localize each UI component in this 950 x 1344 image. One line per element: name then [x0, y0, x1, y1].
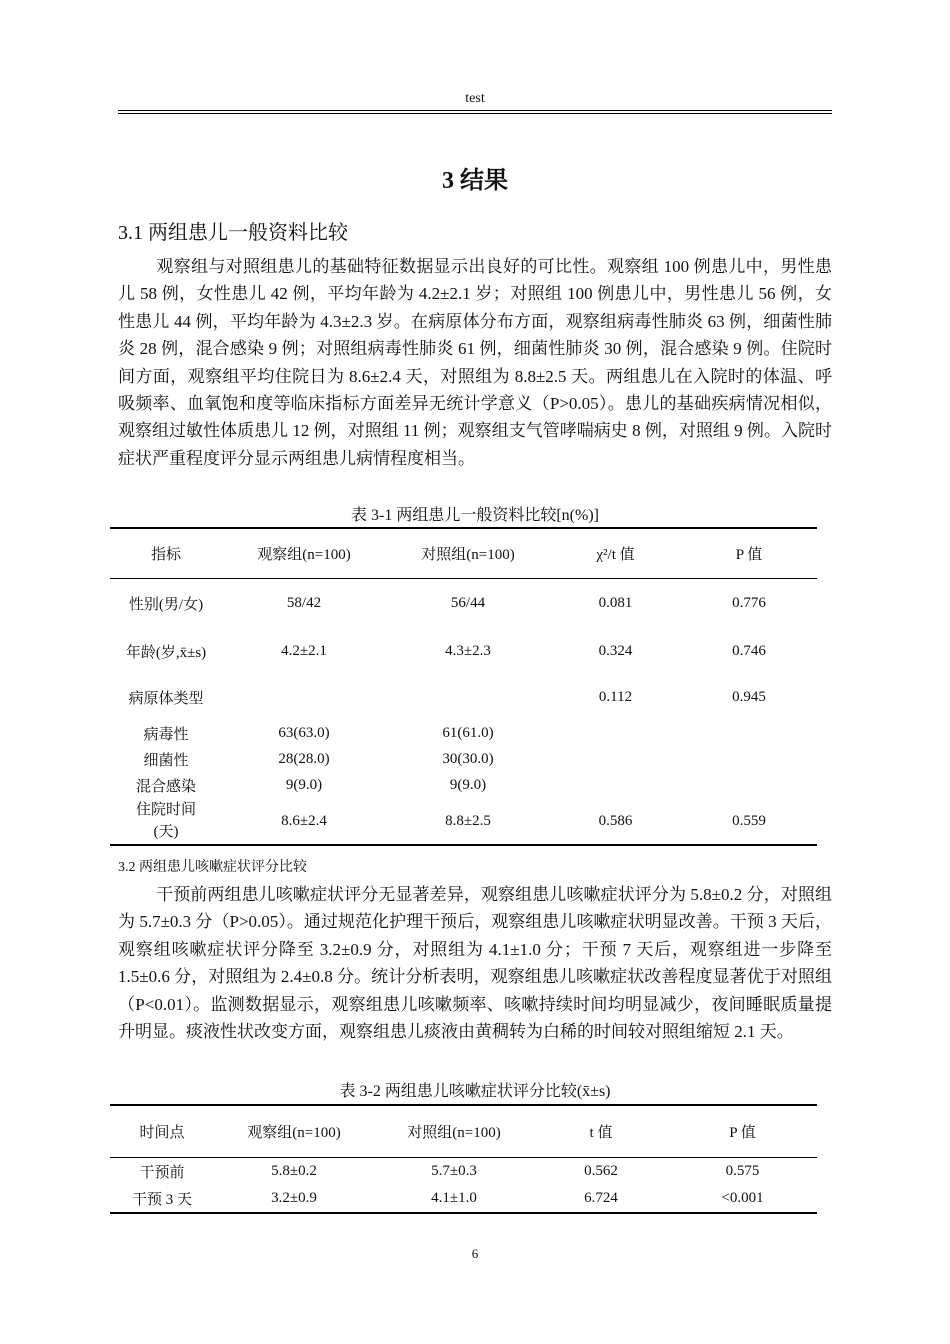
table-cell: 病原体类型: [128, 691, 204, 707]
section-3-1-paragraph: [118, 253, 832, 472]
chapter-title: 3 结果: [442, 168, 508, 194]
table-cell: [110, 798, 222, 845]
table-cell: [681, 720, 817, 746]
table-cell: 4.2±2.1: [281, 642, 327, 659]
table-cell: 0.324: [598, 642, 633, 659]
header-cell: P 值: [668, 1105, 817, 1158]
table-cell: 8.8±2.5: [445, 813, 491, 829]
header-cell: 对照组(n=100): [386, 528, 550, 579]
table-cell: 0.081: [598, 594, 633, 611]
header-cell: 观察组(n=100): [214, 1105, 374, 1158]
header-cell: 时间点: [110, 1105, 214, 1158]
table-cell: 细菌性: [143, 752, 189, 769]
table-cell: [550, 746, 681, 772]
table-cell: 9(9.0): [449, 776, 487, 793]
table-row: [110, 798, 817, 845]
table-cell: 30(30.0): [442, 750, 494, 767]
table-cell: 0.575: [725, 1163, 760, 1179]
section-3-2-text: 干预前两组患儿咳嗽症状评分无显著差异，观察组患儿咳嗽症状评分为 5.8±0.2 分，对照组为 5.7±0.3 分（P>0.05）。通过规范化护理干预后，观察组患儿咳嗽症状明显改善。干预 3 天后，观察组咳嗽症状评分降至 3.2±0.9 分，对照组为 4.1±1.0 分；干预 7 天后，观察组进一步降至 1.5±0.6 分，对照组为 2.4±0.8 分。统计分析表明，观察组患儿咳嗽症状改善程度显著优于对照组（P<0.01）。监测数据显示，观察组患儿咳嗽频率、咳嗽持续时间均明显减少，夜间睡眠质量提升明显。痰液性状改变方面，观察组患儿痰液由黄稠转为白稀的时间较对照组缩短 2.1 天。: [118, 885, 832, 1042]
table-row: [110, 720, 817, 746]
table-cell: 4.1±1.0: [431, 1190, 477, 1206]
table-cell: 61(61.0): [442, 724, 494, 741]
table-row: [110, 579, 817, 628]
header-cell: 观察组(n=100): [222, 528, 386, 579]
table-cell: 58/42: [286, 594, 322, 611]
table-cell: 混合感染: [135, 778, 196, 795]
table-cell: 8.6±2.4: [281, 813, 327, 829]
table-row: [110, 1158, 817, 1186]
table-cell: 0.746: [732, 642, 766, 659]
table-cell: 5.8±0.2: [271, 1163, 317, 1179]
row-label-line1: 住院时间: [135, 802, 196, 818]
table-cell: 0.586: [598, 813, 633, 829]
section-heading-3-1: 3.1 两组患儿一般资料比较: [118, 222, 348, 244]
table-cell: 63(63.0): [278, 724, 330, 741]
table-cell: 0.112: [598, 689, 633, 705]
table-cell: 干预 3 天: [131, 1192, 192, 1208]
table-cell: [681, 772, 817, 798]
table-header-row: [110, 528, 817, 579]
section-3-1-text: 观察组与对照组患儿的基础特征数据显示出良好的可比性。观察组 100 例患儿中，男性患儿 58 例，女性患儿 42 例，平均年龄为 4.2±2.1 岁；对照组 100 例患儿中，男性患儿 56 例，女性患儿 44 例，平均年龄为 4.3±2.3 岁。在病原体分布方面，观察组病毒性肺炎 63 例，细菌性肺炎 28 例，混合感染 9 例；对照组病毒性肺炎 61 例，细菌性肺炎 30 例，混合感染 9 例。住院时间方面，观察组平均住院日为 8.6±2.4 天，对照组为 8.8±2.5 天。两组患儿在入院时的体温、呼吸频率、血氧饱和度等临床指标方面差异无统计学意义（P>0.05）。患儿的基础疾病情况相似，观察组过敏性体质患儿 12 例，对照组 11 例；观察组支气管哮喘病史 8 例，对照组 9 例。入院时症状严重程度评分显示两组患儿病情程度相当。: [118, 257, 832, 468]
table-cell: 0.562: [584, 1163, 618, 1179]
table-header-row: [110, 1105, 817, 1158]
table-cell: [550, 772, 681, 798]
header-cell: P 值: [681, 528, 817, 579]
table-cell: 0.945: [732, 689, 766, 705]
row-label-line2: (天): [153, 824, 179, 840]
table-cell: 28(28.0): [278, 750, 330, 767]
table-cell: 0.776: [732, 594, 766, 611]
page-number: 6: [471, 1246, 479, 1261]
table-row: [110, 675, 817, 720]
table-cell: 56/44: [450, 594, 486, 611]
table-cell: 9(9.0): [285, 776, 323, 793]
table-cell: [681, 746, 817, 772]
table-3-1-caption: 表 3-1 两组患儿一般资料比较[n(%)]: [351, 507, 599, 524]
table-cell: 性别(男/女): [128, 596, 204, 613]
running-header: test: [465, 91, 485, 106]
table-cell: [386, 675, 550, 720]
table-row: [110, 627, 817, 675]
section-heading-3-2: 3.2 两组患儿咳嗽症状评分比较: [118, 860, 307, 875]
header-cell: 对照组(n=100): [374, 1105, 534, 1158]
table-cell: 6.724: [584, 1190, 618, 1206]
header-rule-bottom: [118, 113, 832, 114]
table-row: [110, 1185, 817, 1213]
table-cell: 年龄(岁,x̄±s): [125, 644, 207, 661]
table-3-2-caption: 表 3-2 两组患儿咳嗽症状评分比较(x̄±s): [339, 1083, 611, 1100]
table-cell: 干预前: [139, 1165, 185, 1181]
table-cell: 3.2±0.9: [271, 1190, 317, 1206]
table-cell: 病毒性: [143, 726, 189, 743]
header-cell: 指标: [110, 528, 222, 579]
table-cell: <0.001: [721, 1190, 764, 1206]
table-3-2: [110, 1104, 817, 1214]
section-3-2-paragraph: [118, 881, 832, 1045]
table-row: [110, 746, 817, 772]
table-cell: 4.3±2.3: [445, 642, 491, 659]
table-cell: [550, 720, 681, 746]
header-cell: χ²/t 值: [550, 528, 681, 579]
table-3-1: [110, 527, 817, 846]
table-row: [110, 772, 817, 798]
table-cell: 0.559: [732, 813, 766, 829]
header-rule-top: [118, 110, 832, 111]
table-cell: [222, 675, 386, 720]
header-cell: t 值: [534, 1105, 668, 1158]
table-cell: 5.7±0.3: [431, 1163, 477, 1179]
